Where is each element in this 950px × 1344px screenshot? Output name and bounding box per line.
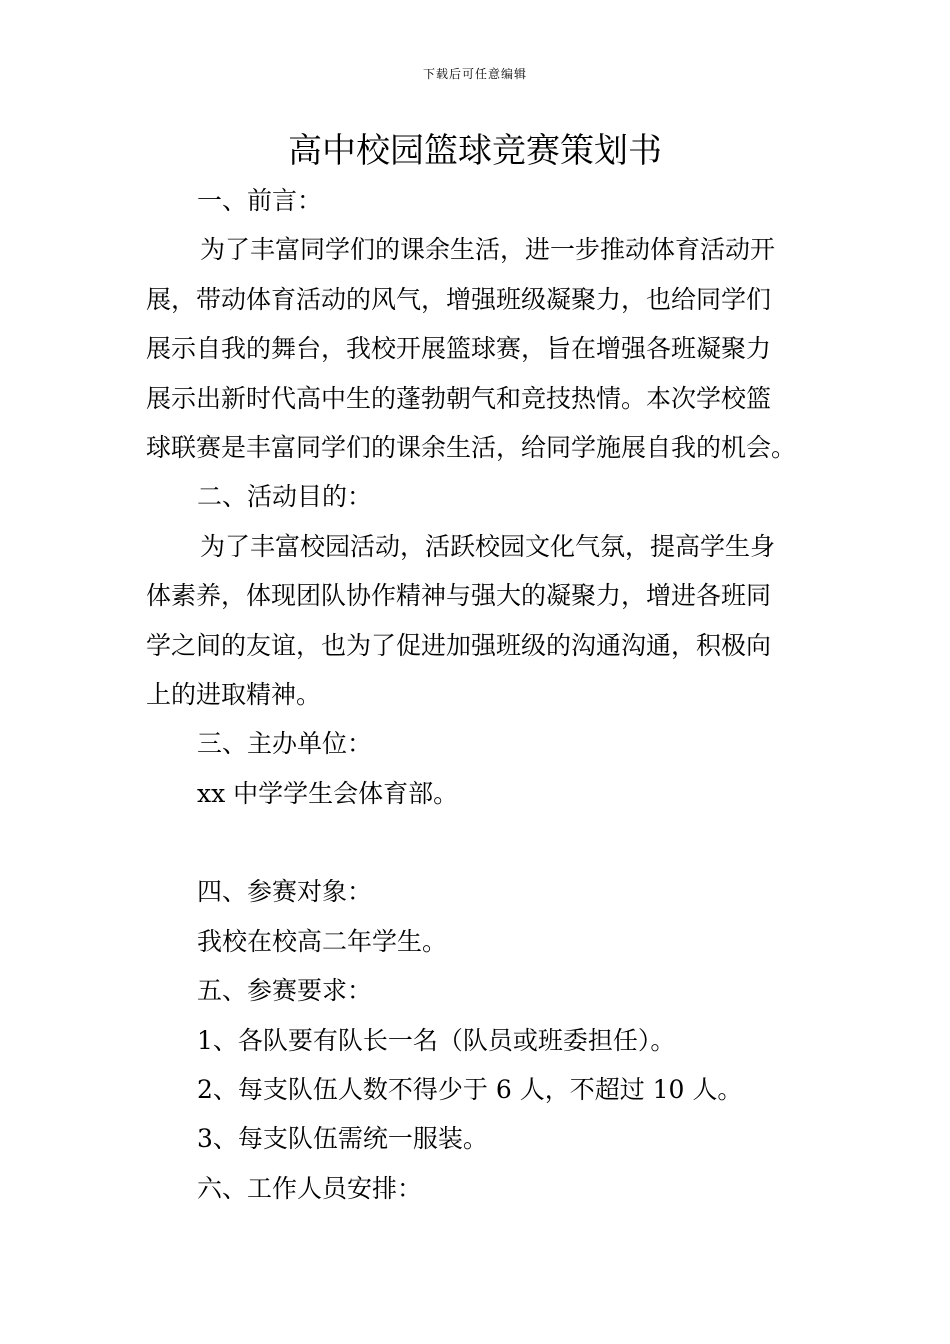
requirement-item: 2、每支队伍人数不得少于 6 人，不超过 10 人。 [197,1075,743,1105]
section-heading-preface: 一、前言： [197,186,323,215]
requirement-item: 1、各队要有队长一名（队员或班委担任）。 [197,1025,676,1055]
section-heading-staff: 六、工作人员安排： [197,1173,423,1203]
participants-text: 我校在校高二年学生。 [197,926,448,956]
paragraph-line: 球联赛是丰富同学们的课余生活，给同学施展自我的机会。 [146,432,797,462]
document-body [146,176,808,1213]
paragraph-line: 展示出新时代高中生的蓬勃朝气和竞技热情。本次学校篮 [146,383,772,413]
section-heading-requirements: 五、参赛要求： [197,976,373,1006]
section-heading-purpose: 二、活动目的： [197,482,373,512]
section-heading-organizer: 三、主办单位： [197,729,373,759]
requirement-item: 3、每支队伍需统一服装。 [197,1124,488,1154]
paragraph-line: 展，带动体育活动的风气，增强班级凝聚力，也给同学们 [146,284,772,314]
page-header: 下载后可任意编辑 [422,67,527,81]
paragraph-line: 展示自我的舞台，我校开展篮球赛，旨在增强各班凝聚力 [146,334,772,364]
paragraph-line: 学之间的友谊，也为了促进加强班级的沟通沟通，积极向 [146,630,772,660]
document-title: 高中校园篮球竞赛策划书 [288,131,662,171]
organizer-text: xx 中学学生会体育部。 [197,778,459,808]
paragraph-line: 为了丰富校园活动，活跃校园文化气氛，提高学生身 [200,531,776,561]
blank-line [146,818,808,867]
paragraph-line: 上的进取精神。 [146,679,322,709]
paragraph-line: 为了丰富同学们的课余生活，进一步推动体育活动开 [200,235,776,265]
section-heading-participants: 四、参赛对象： [197,877,373,907]
paragraph-line: 体素养，体现团队协作精神与强大的凝聚力，增进各班同 [146,581,772,611]
